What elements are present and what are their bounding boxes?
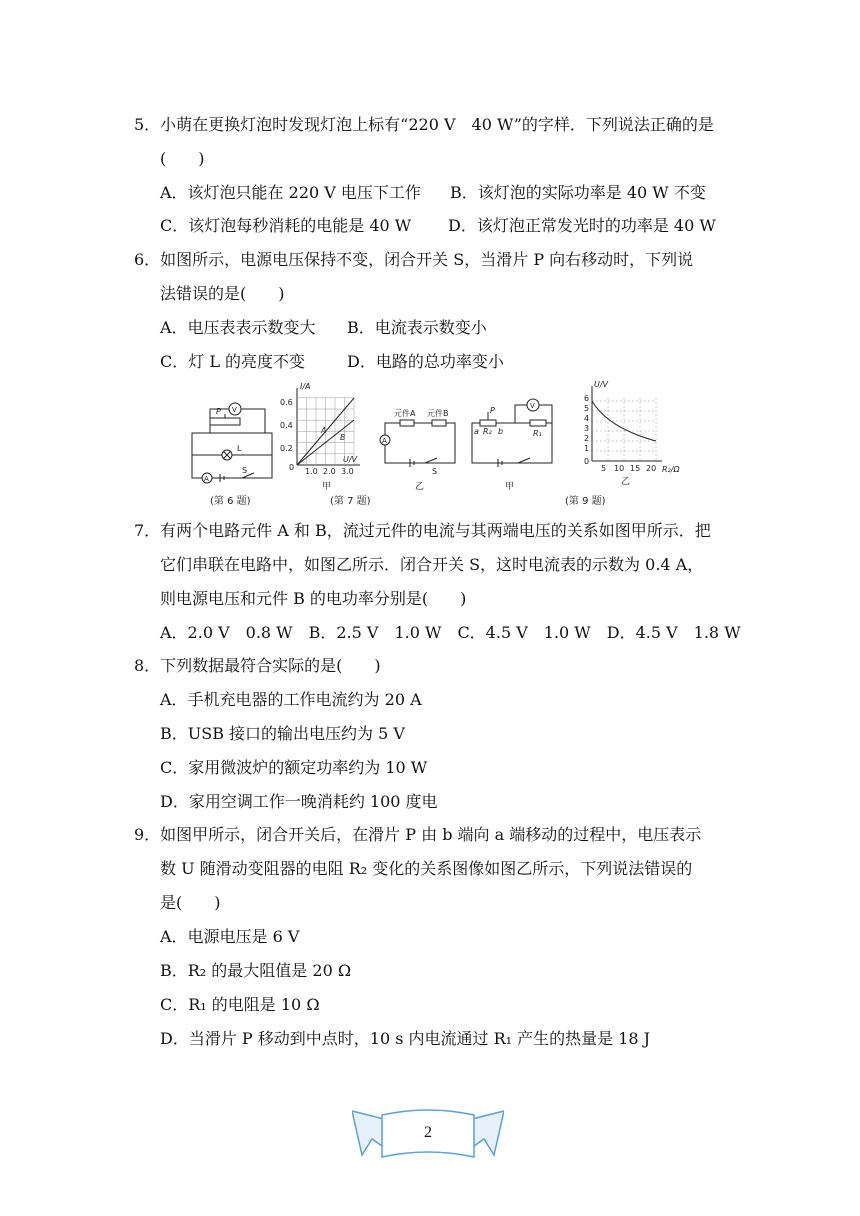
page-number-ribbon: [352, 1103, 504, 1163]
q9-option-c: C．R₁ 的电阻是 10 Ω: [160, 995, 320, 1014]
fig7-ytick-06: 0.6: [280, 398, 293, 407]
fig9-ytick-6: 6: [584, 394, 590, 403]
fig6-caption: (第 6 题): [210, 496, 251, 507]
q7-stem-line2: 它们串联在电路中，如图乙所示．闭合开关 S，这时电流表的示数为 0.4 A，: [160, 555, 704, 574]
fig6-v-label: V: [232, 406, 237, 414]
q5-stem-line2: ( ): [160, 149, 205, 168]
q7-stem-line3: 则电源电压和元件 B 的电功率分别是( ): [160, 589, 467, 608]
q6-option-a: A．电压表表示数变大: [160, 318, 316, 337]
q8-stem: 8．下列数据最符合实际的是( ): [134, 656, 381, 675]
fig7-jia-label: 甲: [322, 482, 332, 492]
fig9-circuit: [472, 399, 552, 492]
q6-stem-line2: 法错误的是( ): [160, 284, 285, 303]
fig9-yi-label: 乙: [621, 477, 631, 487]
fig9-ytick-3: 3: [584, 424, 590, 433]
fig6-a-label: A: [204, 475, 209, 483]
fig9-y-label: U/V: [594, 380, 609, 389]
fig9-ytick-0: 0: [584, 457, 590, 466]
element-b-icon: [432, 420, 446, 426]
element-a-icon: [400, 420, 414, 426]
q5-option-b: B．该灯泡的实际功率是 40 W 不变: [450, 183, 706, 202]
fig9-xtick-15: 15: [630, 464, 641, 473]
fig9-graph: [565, 380, 680, 507]
q9-stem-line1: 9．如图甲所示，闭合开关后，在滑片 P 由 b 端向 a 端移动的过程中，电压表示: [134, 825, 702, 844]
fig9-x-label: R₂/Ω: [662, 465, 680, 474]
q7-options: A．2.0 V 0.8 W B．2.5 V 1.0 W C．4.5 V 1.0 W D．4.5 V 1.8 W: [160, 623, 741, 642]
q6-option-b: B．电流表示数变小: [347, 318, 487, 337]
fig9-v-symbol: V: [530, 402, 535, 410]
fig7-xtick-3: 3.0: [341, 467, 354, 476]
fig7-ytick-04: 0.4: [280, 421, 293, 430]
q6-option-c: C．灯 L 的亮度不变: [160, 352, 306, 371]
fig6-s-label: S: [242, 466, 248, 475]
fig7-xtick-1: 1.0: [305, 467, 318, 476]
fig9-ytick-2: 2: [584, 434, 590, 443]
fig9-switch-icon: [518, 458, 530, 463]
fig7-caption: (第 7 题): [330, 496, 371, 507]
fig9-r2-label: R₂: [483, 427, 492, 436]
fig9-ytick-4: 4: [584, 414, 590, 423]
fig7-x-label: U/V: [343, 455, 358, 464]
fig7-yi-label: 乙: [415, 482, 425, 492]
fig7-line-b-label: B: [340, 433, 346, 442]
fig7-a-symbol: A: [382, 437, 387, 445]
fig9-rheostat-icon: [480, 420, 496, 426]
q5-option-d: D．该灯泡正常发光时的功率是 40 W: [448, 216, 716, 235]
q5-option-a: A．该灯泡只能在 220 V 电压下工作: [160, 183, 421, 202]
fig7-y-label: I/A: [300, 382, 311, 391]
fig9-xtick-10: 10: [614, 464, 625, 473]
q9-stem-line2: 数 U 随滑动变阻器的电阻 R₂ 变化的关系图像如图乙所示，下列说法错误的: [160, 859, 693, 878]
q8-option-d: D．家用空调工作一晚消耗约 100 度电: [160, 792, 438, 811]
fig9-jia-label: 甲: [505, 482, 515, 492]
figures-row: [180, 378, 700, 510]
q9-stem-line3: 是( ): [160, 893, 221, 912]
fig9-ytick-1: 1: [584, 444, 590, 453]
fig7-graph: [280, 382, 360, 492]
q5-option-c: C．该灯泡每秒消耗的电能是 40 W: [160, 216, 412, 235]
fig7-ytick-0: 0: [289, 463, 295, 472]
q5-stem-line1: 5．小萌在更换灯泡时发现灯泡上标有“220 V 40 W”的字样．下列说法正确的是: [134, 115, 714, 134]
fig9-r1-label: R₁: [533, 429, 542, 438]
fig7-s-label: S: [432, 467, 438, 476]
fig7-elem-b-label: 元件B: [427, 409, 449, 418]
q9-option-a: A．电源电压是 6 V: [160, 927, 300, 946]
fig6-circuit: [192, 403, 272, 507]
fig7-switch-icon: [425, 458, 437, 463]
fig9-a-end-label: a: [474, 427, 479, 436]
fig6-l-label: L: [237, 444, 242, 453]
fig9-caption: (第 9 题): [565, 496, 606, 507]
q6-option-d: D．电路的总功率变小: [347, 352, 504, 371]
q8-option-a: A．手机充电器的工作电流约为 20 A: [160, 690, 422, 709]
fig7-elem-a-label: 元件A: [394, 409, 416, 418]
q8-option-c: C．家用微波炉的额定功率约为 10 W: [160, 758, 428, 777]
q6-stem-line1: 6．如图所示，电源电压保持不变，闭合开关 S，当滑片 P 向右移动时，下列说: [134, 250, 694, 269]
fig9-b-end-label: b: [498, 427, 504, 436]
fig7-xtick-2: 2.0: [323, 467, 336, 476]
fig6-p-label: P: [216, 407, 221, 416]
fig9-xtick-20: 20: [646, 464, 657, 473]
fig9-ytick-5: 5: [584, 404, 590, 413]
fig7-line-a-label: A: [321, 426, 327, 435]
q9-option-b: B．R₂ 的最大阻值是 20 Ω: [160, 961, 352, 980]
q9-option-d: D．当滑片 P 移动到中点时，10 s 内电流通过 R₁ 产生的热量是 18 J: [160, 1029, 651, 1048]
fig9-xtick-5: 5: [601, 464, 607, 473]
page-number: 2: [424, 1124, 432, 1141]
fig9-resistor-icon: [530, 420, 546, 426]
q7-stem-line1: 7．有两个电路元件 A 和 B，流过元件的电流与其两端电压的关系如图甲所示．把: [134, 521, 711, 540]
fig9-p-label: P: [490, 406, 495, 415]
fig7-ytick-02: 0.2: [280, 444, 293, 453]
rheostat-icon: [210, 418, 240, 425]
q8-option-b: B．USB 接口的输出电压约为 5 V: [160, 724, 405, 743]
